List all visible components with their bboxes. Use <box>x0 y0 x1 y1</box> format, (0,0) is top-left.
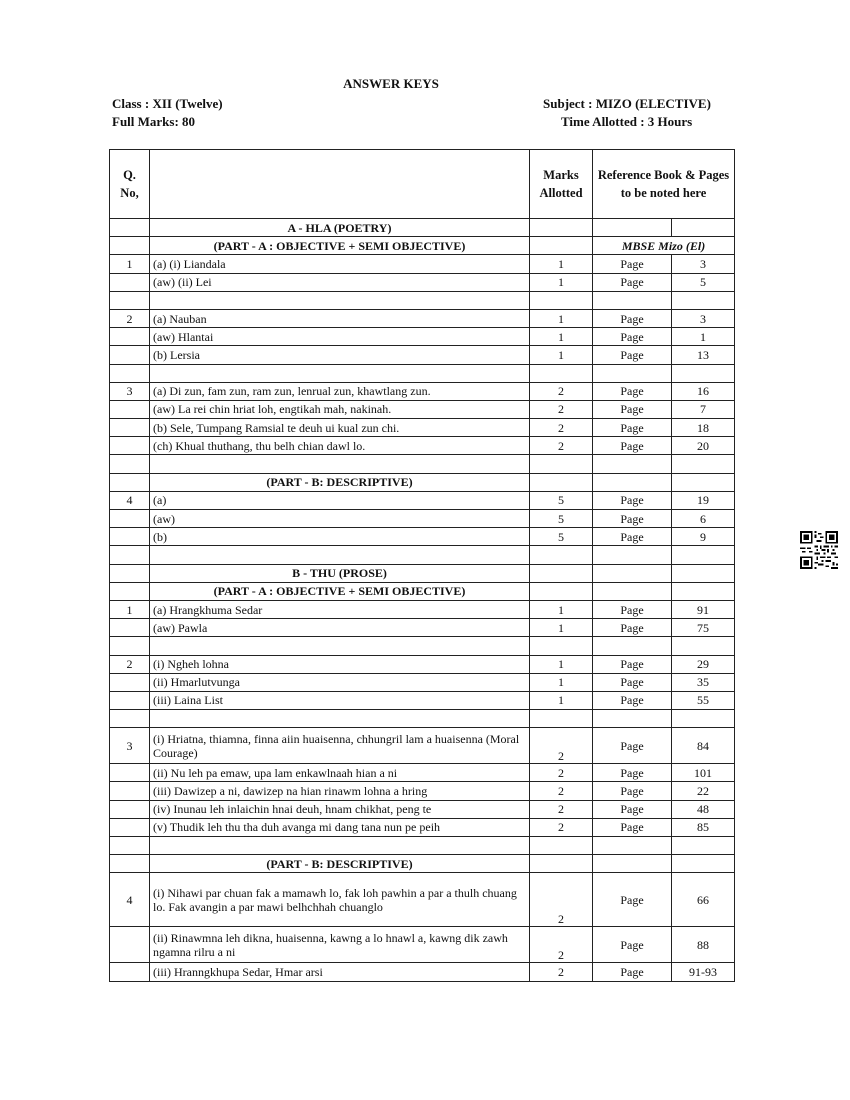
answer-row <box>110 782 735 800</box>
page-label: Page <box>593 255 672 273</box>
page-number: 3 <box>672 309 735 327</box>
marks-cell <box>530 855 593 873</box>
page-number: 9 <box>672 528 735 546</box>
page-label-cell <box>593 837 672 855</box>
page-number: 20 <box>672 437 735 455</box>
marks-allotted: 2 <box>530 764 593 782</box>
marks-allotted: 2 <box>530 382 593 400</box>
q-no-cell <box>110 564 150 582</box>
answer-row <box>110 728 735 764</box>
page-number: 18 <box>672 419 735 437</box>
answer-key-table <box>109 149 735 982</box>
page-label: Page <box>593 728 672 764</box>
marks-allotted: 1 <box>530 273 593 291</box>
page-number: 16 <box>672 382 735 400</box>
answer-text: (a) (i) Liandala <box>150 255 530 273</box>
answer-cell <box>150 291 530 309</box>
answer-row <box>110 800 735 818</box>
page-label: Page <box>593 818 672 836</box>
page-title: ANSWER KEYS <box>343 76 439 91</box>
answer-cell <box>150 455 530 473</box>
page-number: 7 <box>672 400 735 418</box>
page-label-cell <box>593 710 672 728</box>
question-number <box>110 273 150 291</box>
marks-header: Marks Allotted <box>530 150 593 219</box>
spacer-row <box>110 837 735 855</box>
page-number: 3 <box>672 255 735 273</box>
answer-row <box>110 528 735 546</box>
page-number: 66 <box>672 873 735 927</box>
page-number: 35 <box>672 673 735 691</box>
question-number <box>110 927 150 963</box>
answer-text: (aw) Hlantai <box>150 328 530 346</box>
page-number-cell <box>672 582 735 600</box>
page-label: Page <box>593 382 672 400</box>
q-no-cell <box>110 546 150 564</box>
page-number: 6 <box>672 510 735 528</box>
page-label-cell <box>593 455 672 473</box>
answer-text: (a) Nauban <box>150 309 530 327</box>
marks-allotted: 2 <box>530 782 593 800</box>
page-number-cell <box>672 710 735 728</box>
table-header-row <box>110 150 735 219</box>
q-no-cell <box>110 291 150 309</box>
page-number-cell <box>672 473 735 491</box>
section-heading: (PART - A : OBJECTIVE + SEMI OBJECTIVE) <box>150 237 530 255</box>
page-number: 19 <box>672 491 735 509</box>
answer-row <box>110 600 735 618</box>
page-number: 88 <box>672 927 735 963</box>
page-label-cell <box>593 473 672 491</box>
marks-allotted: 1 <box>530 255 593 273</box>
marks-allotted: 2 <box>530 400 593 418</box>
marks-allotted: 1 <box>530 328 593 346</box>
answer-text: (a) Hrangkhuma Sedar <box>150 600 530 618</box>
question-number: 1 <box>110 255 150 273</box>
marks-allotted: 1 <box>530 309 593 327</box>
question-number <box>110 328 150 346</box>
section-heading: B - THU (PROSE) <box>150 564 530 582</box>
page-label-cell <box>593 637 672 655</box>
page-label: Page <box>593 963 672 981</box>
answer-text: (b) Sele, Tumpang Ramsial te deuh ui kual zun chi. <box>150 419 530 437</box>
page-number: 5 <box>672 273 735 291</box>
answer-text: (ii) Hmarlutvunga <box>150 673 530 691</box>
page-number-cell <box>672 564 735 582</box>
spacer-row <box>110 291 735 309</box>
subject: Subject : MIZO (ELECTIVE) <box>543 96 711 111</box>
question-number <box>110 691 150 709</box>
time-allotted: Time Allotted : 3 Hours <box>561 114 693 129</box>
marks-cell <box>530 473 593 491</box>
answer-text: (iii) Hranngkhupa Sedar, Hmar arsi <box>150 963 530 981</box>
page-label: Page <box>593 419 672 437</box>
marks-allotted: 2 <box>530 873 593 927</box>
marks-cell <box>530 219 593 237</box>
page-label: Page <box>593 346 672 364</box>
answer-cell <box>150 837 530 855</box>
section-heading-row <box>110 473 735 491</box>
spacer-row <box>110 546 735 564</box>
marks-allotted: 2 <box>530 927 593 963</box>
answer-cell <box>150 637 530 655</box>
reference-book-title: MBSE Mizo (El) <box>593 237 735 255</box>
question-number <box>110 782 150 800</box>
answer-text: (i) Hriatna, thiamna, finna aiin huaisenna, chhungril lam a huaisenna (Moral Courage) <box>150 728 530 764</box>
answer-text: (iii) Laina List <box>150 691 530 709</box>
section-heading-row <box>110 564 735 582</box>
answer-cell <box>150 546 530 564</box>
page-number: 91-93 <box>672 963 735 981</box>
q-no-cell <box>110 473 150 491</box>
page-number: 55 <box>672 691 735 709</box>
answer-row <box>110 818 735 836</box>
page-label: Page <box>593 600 672 618</box>
page-number-cell <box>672 637 735 655</box>
answer-row <box>110 273 735 291</box>
question-number: 1 <box>110 600 150 618</box>
question-number: 2 <box>110 309 150 327</box>
question-number <box>110 764 150 782</box>
page-label: Page <box>593 782 672 800</box>
page-label: Page <box>593 437 672 455</box>
question-number: 3 <box>110 382 150 400</box>
section-heading-row <box>110 237 735 255</box>
page-label: Page <box>593 491 672 509</box>
answer-text: (aw) Pawla <box>150 619 530 637</box>
spacer-row <box>110 637 735 655</box>
marks-cell <box>530 237 593 255</box>
page-number-cell <box>672 291 735 309</box>
question-number <box>110 437 150 455</box>
question-number <box>110 818 150 836</box>
answer-cell <box>150 364 530 382</box>
page-label-cell <box>593 291 672 309</box>
page-number-cell <box>672 455 735 473</box>
question-number <box>110 800 150 818</box>
page-label: Page <box>593 673 672 691</box>
answer-row <box>110 437 735 455</box>
page-label: Page <box>593 528 672 546</box>
q-no-cell <box>110 855 150 873</box>
answer-row <box>110 655 735 673</box>
page-number-cell <box>672 546 735 564</box>
q-no-cell <box>110 710 150 728</box>
marks-cell <box>530 291 593 309</box>
qr-code-icon <box>800 531 838 569</box>
question-number: 4 <box>110 873 150 927</box>
section-heading: (PART - A : OBJECTIVE + SEMI OBJECTIVE) <box>150 582 530 600</box>
page-number: 101 <box>672 764 735 782</box>
q-no-cell <box>110 455 150 473</box>
answer-row <box>110 927 735 963</box>
page-label: Page <box>593 764 672 782</box>
marks-allotted: 1 <box>530 619 593 637</box>
q-no-cell <box>110 837 150 855</box>
marks-allotted: 5 <box>530 491 593 509</box>
answer-row <box>110 510 735 528</box>
section-heading: A - HLA (POETRY) <box>150 219 530 237</box>
question-number <box>110 528 150 546</box>
answer-text: (a) <box>150 491 530 509</box>
answer-row <box>110 691 735 709</box>
question-number <box>110 963 150 981</box>
page-label-cell <box>593 855 672 873</box>
section-heading-row <box>110 855 735 873</box>
page-label: Page <box>593 273 672 291</box>
page-number: 85 <box>672 818 735 836</box>
question-number <box>110 510 150 528</box>
answer-row <box>110 255 735 273</box>
answer-text: (i) Ngheh lohna <box>150 655 530 673</box>
question-number: 2 <box>110 655 150 673</box>
marks-cell <box>530 364 593 382</box>
marks-allotted: 5 <box>530 510 593 528</box>
spacer-row <box>110 710 735 728</box>
answer-row <box>110 963 735 981</box>
answer-row <box>110 673 735 691</box>
answer-text: (a) Di zun, fam zun, ram zun, lenrual zun, khawtlang zun. <box>150 382 530 400</box>
class-label: Class : XII (Twelve) <box>112 96 223 111</box>
answer-row <box>110 419 735 437</box>
marks-allotted: 2 <box>530 818 593 836</box>
marks-cell <box>530 455 593 473</box>
page-label-cell <box>593 219 672 237</box>
answer-text: (aw) <box>150 510 530 528</box>
marks-allotted: 2 <box>530 800 593 818</box>
marks-allotted: 2 <box>530 419 593 437</box>
answer-text: (b) <box>150 528 530 546</box>
marks-allotted: 1 <box>530 600 593 618</box>
section-heading: (PART - B: DESCRIPTIVE) <box>150 855 530 873</box>
page-label-cell <box>593 564 672 582</box>
marks-allotted: 2 <box>530 437 593 455</box>
q-no-cell <box>110 637 150 655</box>
question-number: 4 <box>110 491 150 509</box>
question-number <box>110 673 150 691</box>
page-label: Page <box>593 800 672 818</box>
page-label: Page <box>593 400 672 418</box>
marks-cell <box>530 637 593 655</box>
page-label-cell <box>593 364 672 382</box>
page-label: Page <box>593 691 672 709</box>
marks-allotted: 1 <box>530 346 593 364</box>
marks-allotted: 2 <box>530 728 593 764</box>
question-number: 3 <box>110 728 150 764</box>
page-number-cell <box>672 364 735 382</box>
marks-allotted: 1 <box>530 655 593 673</box>
marks-cell <box>530 710 593 728</box>
section-heading: (PART - B: DESCRIPTIVE) <box>150 473 530 491</box>
marks-allotted: 1 <box>530 673 593 691</box>
answer-text: (aw) La rei chin hriat loh, engtikah mah, nakinah. <box>150 400 530 418</box>
answer-row <box>110 382 735 400</box>
page-number: 48 <box>672 800 735 818</box>
section-heading-row <box>110 219 735 237</box>
spacer-row <box>110 364 735 382</box>
page-label: Page <box>593 510 672 528</box>
q-no-cell <box>110 364 150 382</box>
page-number: 1 <box>672 328 735 346</box>
marks-cell <box>530 564 593 582</box>
answer-text: (aw) (ii) Lei <box>150 273 530 291</box>
page-number-cell <box>672 855 735 873</box>
page-number: 13 <box>672 346 735 364</box>
q-no-cell <box>110 237 150 255</box>
page-label: Page <box>593 873 672 927</box>
answer-text: (ii) Rinawmna leh dikna, huaisenna, kawng a lo hnawl a, kawng dik zawh ngamna rilru a ni <box>150 927 530 963</box>
page-number: 91 <box>672 600 735 618</box>
marks-cell <box>530 582 593 600</box>
spacer-row <box>110 455 735 473</box>
reference-header: Reference Book & Pages to be noted here <box>593 150 735 219</box>
answer-text: (iv) Inunau leh inlaichin hnai deuh, hnam chikhat, peng te <box>150 800 530 818</box>
page-number: 22 <box>672 782 735 800</box>
answer-header <box>150 150 530 219</box>
marks-allotted: 2 <box>530 963 593 981</box>
q-no-cell <box>110 219 150 237</box>
answer-row <box>110 619 735 637</box>
q-no-header: Q. No, <box>110 150 150 219</box>
page-number-cell <box>672 837 735 855</box>
full-marks: Full Marks: 80 <box>112 114 196 129</box>
question-number <box>110 419 150 437</box>
page-label: Page <box>593 927 672 963</box>
page-number: 84 <box>672 728 735 764</box>
marks-cell <box>530 546 593 564</box>
answer-text: (ch) Khual thuthang, thu belh chian dawl lo. <box>150 437 530 455</box>
page-label: Page <box>593 309 672 327</box>
page-label-cell <box>593 582 672 600</box>
answer-row <box>110 491 735 509</box>
answer-cell <box>150 710 530 728</box>
question-number <box>110 619 150 637</box>
answer-text: (b) Lersia <box>150 346 530 364</box>
page-label: Page <box>593 328 672 346</box>
answer-text: (i) Nihawi par chuan fak a mamawh lo, fak loh pawhin a par a thulh chuang lo. Fak avangin a par mawi belhchhah chuanglo <box>150 873 530 927</box>
answer-text: (ii) Nu leh pa emaw, upa lam enkawlnaah hian a ni <box>150 764 530 782</box>
section-heading-row <box>110 582 735 600</box>
answer-row <box>110 400 735 418</box>
page-label: Page <box>593 619 672 637</box>
answer-row <box>110 309 735 327</box>
answer-row <box>110 328 735 346</box>
question-number <box>110 400 150 418</box>
answer-row <box>110 764 735 782</box>
page-number: 75 <box>672 619 735 637</box>
page-number-cell <box>672 219 735 237</box>
answer-row <box>110 873 735 927</box>
answer-text: (iii) Dawizep a ni, dawizep na hian rinawm lohna a hring <box>150 782 530 800</box>
q-no-cell <box>110 582 150 600</box>
answer-text: (v) Thudik leh thu tha duh avanga mi dang tana nun pe peih <box>150 818 530 836</box>
page-label-cell <box>593 546 672 564</box>
marks-cell <box>530 837 593 855</box>
page-number: 29 <box>672 655 735 673</box>
marks-allotted: 1 <box>530 691 593 709</box>
marks-allotted: 5 <box>530 528 593 546</box>
question-number <box>110 346 150 364</box>
page-label: Page <box>593 655 672 673</box>
answer-row <box>110 346 735 364</box>
